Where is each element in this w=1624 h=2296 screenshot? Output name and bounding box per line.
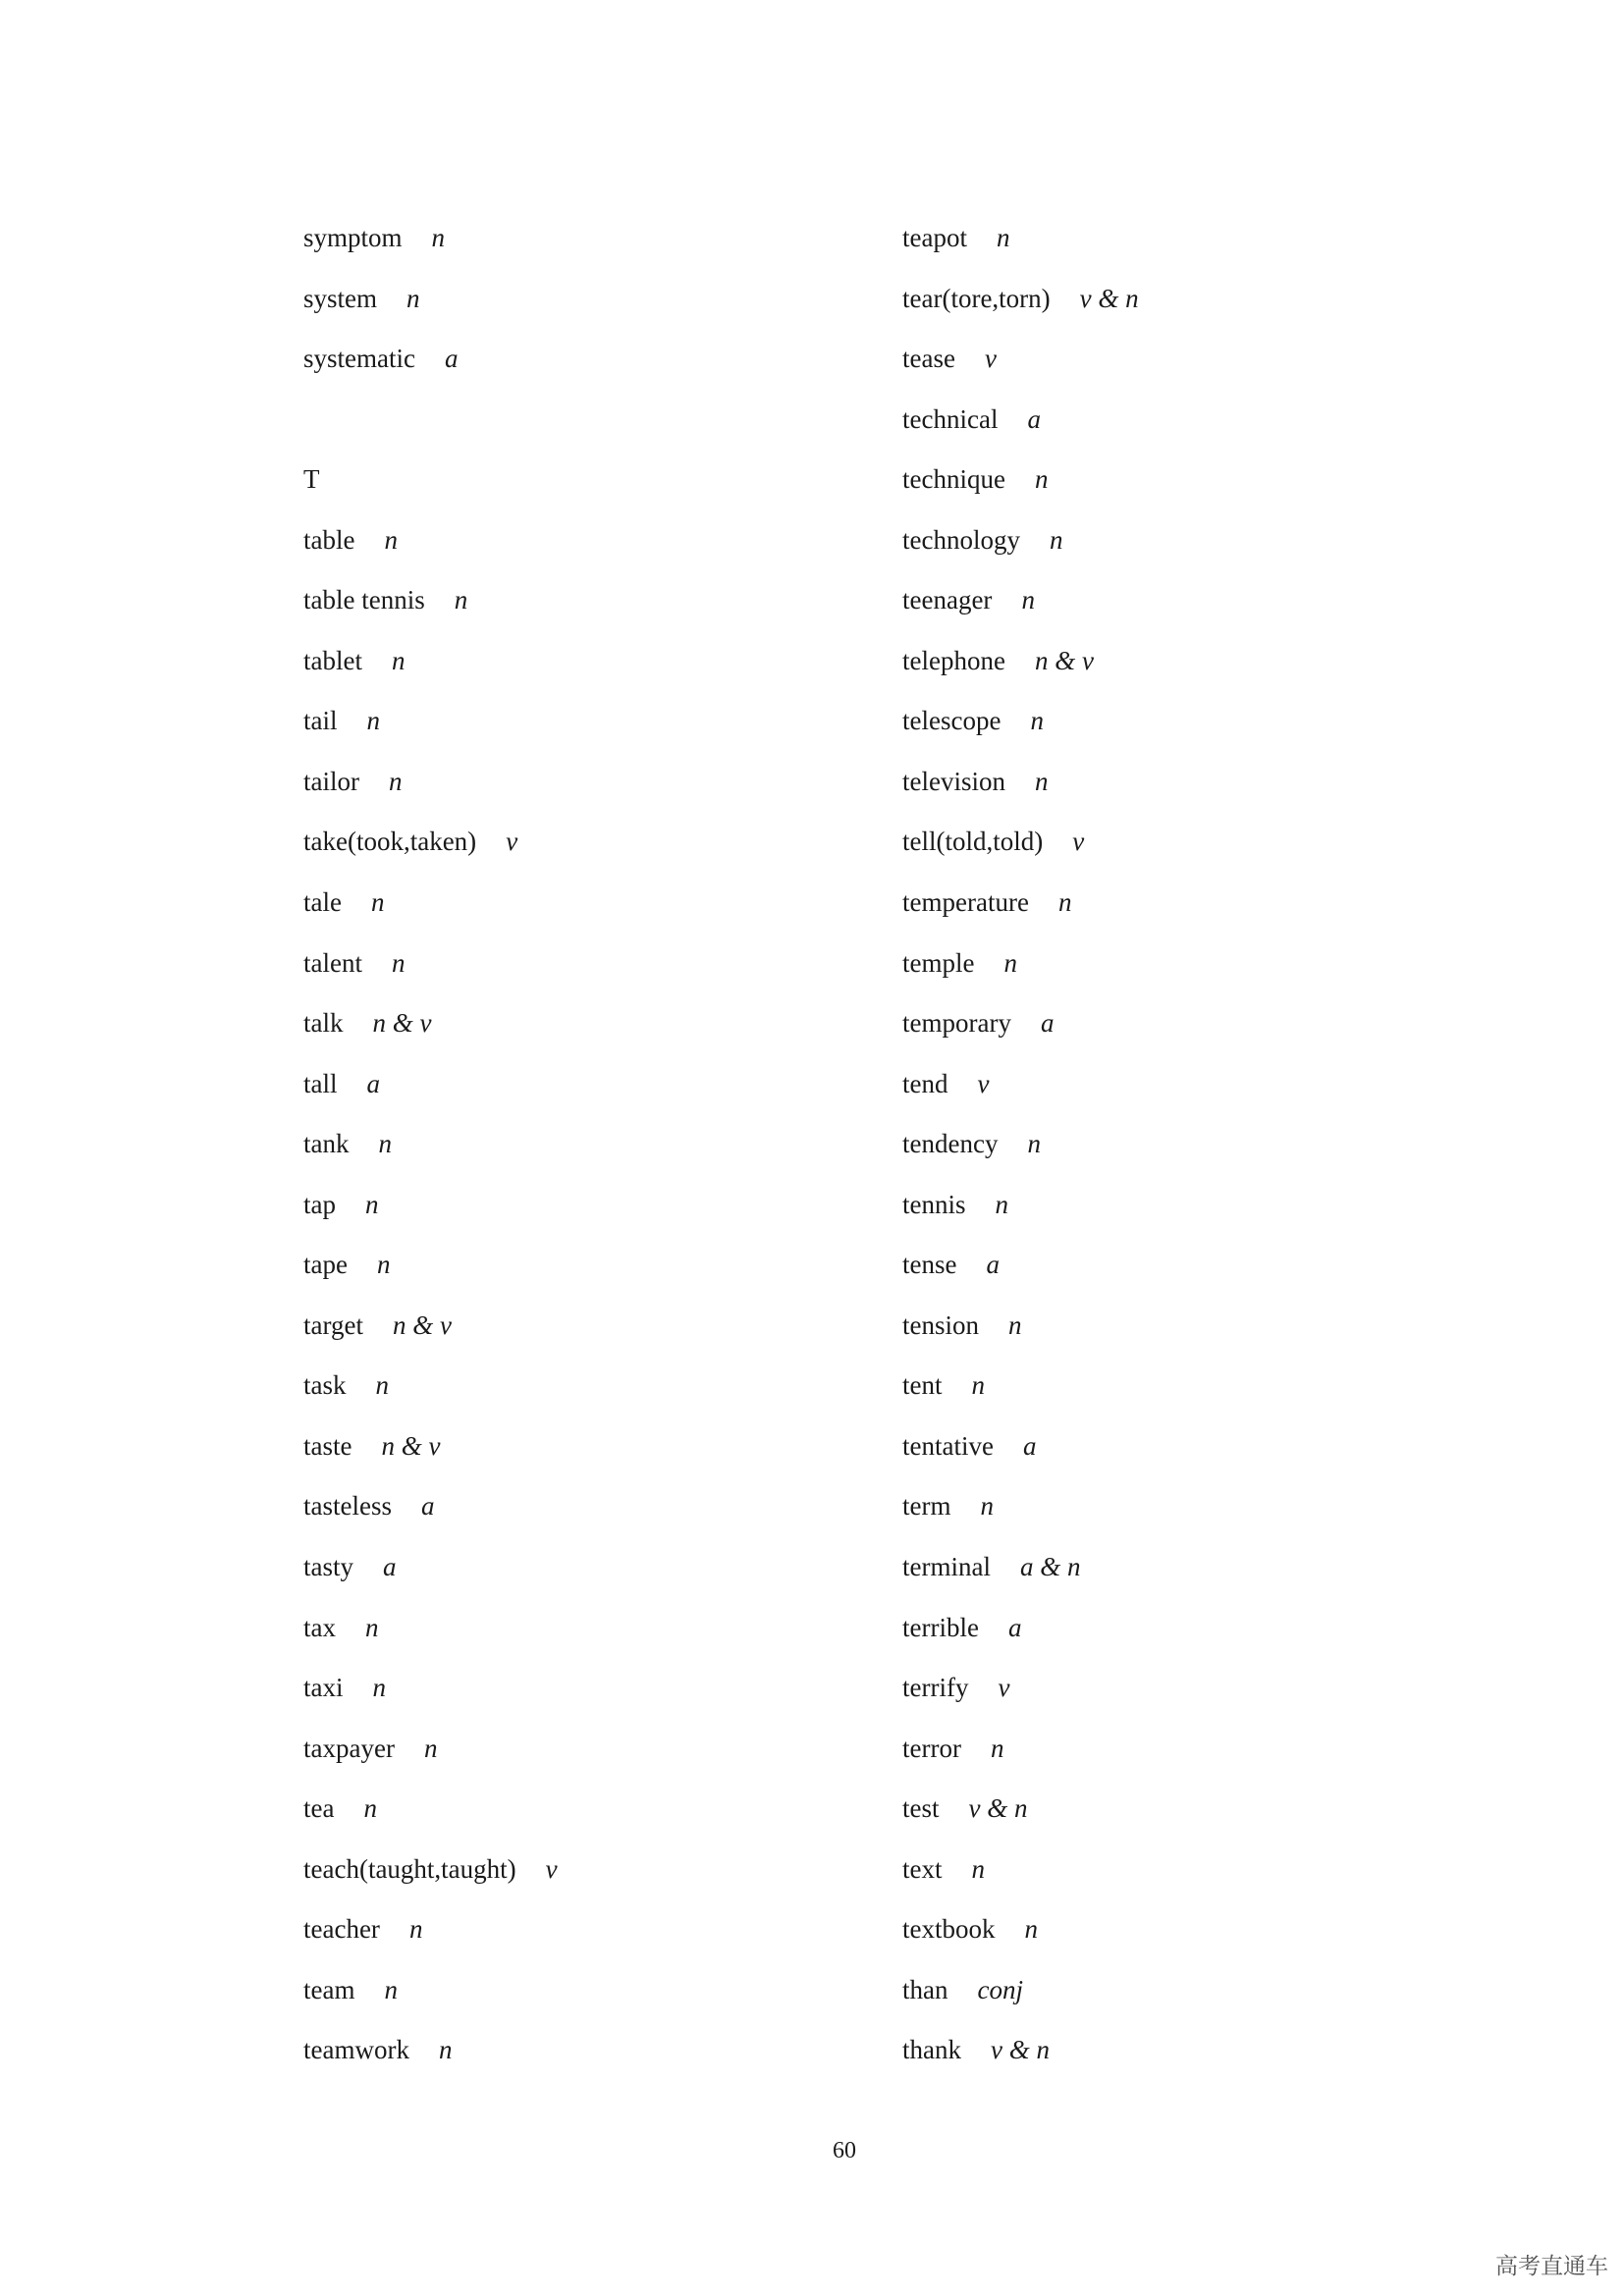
part-of-speech: n	[454, 585, 468, 615]
vocab-word: textbook	[902, 1914, 996, 1945]
part-of-speech: a	[1022, 1430, 1037, 1461]
vocab-entry	[303, 1849, 558, 1910]
vocab-entry	[303, 400, 558, 460]
vocab-word: tense	[902, 1250, 957, 1280]
vocab-word: team	[303, 1974, 355, 2004]
vocab-word: T	[303, 464, 320, 495]
vocab-entry	[902, 762, 1139, 823]
vocab-word: term	[902, 1491, 951, 1522]
part-of-speech: n	[370, 887, 385, 918]
vocab-entry	[303, 1486, 558, 1547]
vocab-entry	[303, 218, 558, 279]
vocab-word: tasteless	[303, 1491, 392, 1522]
vocab-entry	[902, 1668, 1139, 1729]
vocab-word: tail	[303, 706, 338, 736]
vocab-word: technical	[902, 403, 999, 434]
page-number: 60	[833, 2138, 856, 2163]
part-of-speech: v & n	[991, 2035, 1050, 2065]
vocab-word: tap	[303, 1189, 336, 1219]
vocab-entry	[902, 701, 1139, 762]
part-of-speech: n	[1024, 1914, 1038, 1945]
vocab-entry	[303, 339, 558, 400]
vocab-word: teamwork	[303, 2035, 409, 2065]
vocab-word: teacher	[303, 1914, 380, 1945]
vocab-entry	[303, 459, 558, 520]
right-column	[902, 218, 1139, 2091]
vocab-entry	[303, 580, 558, 641]
vocab-entry	[303, 1003, 558, 1064]
part-of-speech: v	[545, 1853, 558, 1884]
vocab-entry	[303, 1064, 558, 1125]
vocab-entry	[303, 1185, 558, 1246]
part-of-speech: a	[1040, 1008, 1055, 1039]
part-of-speech: n	[376, 1250, 391, 1280]
vocab-entry	[902, 882, 1139, 943]
part-of-speech: n	[1027, 1129, 1041, 1159]
part-of-speech: n	[378, 1129, 392, 1159]
vocab-word: tall	[303, 1068, 338, 1098]
vocab-entry	[902, 400, 1139, 460]
vocab-entry	[902, 1789, 1139, 1849]
part-of-speech: n	[431, 223, 446, 252]
vocab-entry	[902, 1486, 1139, 1547]
vocab-word: tease	[902, 344, 955, 374]
part-of-speech: a	[444, 344, 459, 374]
vocab-word: take(took,taken)	[303, 827, 477, 857]
vocab-word: tape	[303, 1250, 348, 1280]
part-of-speech: n	[388, 766, 403, 796]
part-of-speech: n	[363, 1793, 377, 1824]
vocab-word: tension	[902, 1309, 979, 1340]
part-of-speech: n	[1030, 706, 1044, 736]
vocab-entry	[902, 1003, 1139, 1064]
part-of-speech: n	[372, 1673, 386, 1703]
part-of-speech: n	[384, 1974, 398, 2004]
part-of-speech: n	[1008, 1309, 1022, 1340]
vocab-entry	[902, 459, 1139, 520]
vocab-word: table	[303, 524, 355, 555]
part-of-speech: a & n	[1019, 1552, 1081, 1582]
vocab-entry	[902, 1909, 1139, 1970]
vocab-entry	[902, 943, 1139, 1004]
vocab-entry	[902, 1729, 1139, 1789]
part-of-speech: v & n	[968, 1793, 1028, 1824]
part-of-speech: n	[384, 524, 398, 555]
vocab-entry	[303, 882, 558, 943]
vocab-word: terrify	[902, 1673, 969, 1703]
vocab-entry	[902, 1547, 1139, 1608]
vocab-entry	[902, 279, 1139, 340]
vocab-entry	[902, 218, 1139, 279]
part-of-speech: n	[438, 2035, 453, 2065]
part-of-speech: n	[1021, 585, 1035, 615]
part-of-speech: n	[996, 223, 1010, 252]
vocab-entry	[902, 822, 1139, 882]
part-of-speech: n	[375, 1370, 389, 1401]
vocab-entry	[303, 279, 558, 340]
part-of-speech: n	[366, 706, 380, 736]
part-of-speech: n	[1034, 464, 1049, 495]
vocab-entry	[303, 1729, 558, 1789]
part-of-speech: a	[1007, 1612, 1022, 1642]
part-of-speech: n	[408, 1914, 423, 1945]
part-of-speech: n	[971, 1853, 985, 1884]
part-of-speech: n	[391, 947, 406, 978]
vocab-word: telephone	[902, 645, 1005, 675]
vocab-entry	[902, 1124, 1139, 1185]
vocab-word: technology	[902, 524, 1020, 555]
part-of-speech: a	[986, 1250, 1000, 1280]
vocab-word: telescope	[902, 706, 1001, 736]
vocab-word: temporary	[902, 1008, 1011, 1039]
vocab-entry	[902, 1608, 1139, 1669]
vocab-word: taxpayer	[303, 1733, 395, 1763]
vocab-word: task	[303, 1370, 347, 1401]
vocab-entry	[303, 2030, 558, 2091]
part-of-speech: v	[506, 827, 518, 857]
part-of-speech: a	[420, 1491, 435, 1522]
vocab-word: table tennis	[303, 585, 425, 615]
vocab-entry	[303, 1608, 558, 1669]
vocab-word: target	[303, 1309, 363, 1340]
vocab-entry	[303, 1970, 558, 2031]
vocab-word: temperature	[902, 887, 1029, 918]
vocab-entry	[303, 762, 558, 823]
vocab-entry	[303, 1426, 558, 1487]
part-of-speech: n & v	[392, 1309, 452, 1340]
vocab-entry	[902, 2030, 1139, 2091]
part-of-speech: n & v	[1034, 645, 1094, 675]
vocab-word: temple	[902, 947, 975, 978]
vocab-entry	[303, 1306, 558, 1366]
vocab-word: talent	[303, 947, 362, 978]
part-of-speech: a	[383, 1552, 397, 1582]
vocab-entry	[303, 943, 558, 1004]
vocab-word: tendency	[902, 1129, 999, 1159]
vocab-word: system	[303, 283, 378, 313]
part-of-speech: v & n	[1079, 283, 1139, 313]
vocab-word: terror	[902, 1733, 961, 1763]
vocab-entry	[303, 822, 558, 882]
vocab-word: teenager	[902, 585, 993, 615]
vocab-word: technique	[902, 464, 1005, 495]
vocab-entry	[303, 1245, 558, 1306]
vocab-word: terrible	[902, 1612, 979, 1642]
vocab-word: thank	[902, 2035, 961, 2065]
vocab-entry	[303, 1365, 558, 1426]
vocab-word: tennis	[902, 1189, 966, 1219]
part-of-speech: a	[1027, 403, 1041, 434]
vocab-entry	[902, 520, 1139, 581]
vocab-entry	[902, 1245, 1139, 1306]
vocab-word: tasty	[303, 1552, 353, 1582]
vocab-entry	[902, 580, 1139, 641]
vocab-entry	[303, 1909, 558, 1970]
vocab-word: talk	[303, 1008, 344, 1039]
vocab-word: terminal	[902, 1552, 991, 1582]
vocab-entry	[303, 1547, 558, 1608]
part-of-speech: n	[995, 1189, 1008, 1219]
vocab-entry	[902, 1306, 1139, 1366]
vocab-word: television	[902, 766, 1005, 796]
vocab-word: tell(told,told)	[902, 827, 1044, 857]
vocab-entry	[902, 1426, 1139, 1487]
vocab-word: tale	[303, 887, 342, 918]
vocab-entry	[902, 1970, 1139, 2031]
vocab-word: taxi	[303, 1673, 344, 1703]
vocab-word: tax	[303, 1612, 336, 1642]
vocab-entry	[902, 641, 1139, 702]
part-of-speech: n	[1034, 766, 1049, 796]
part-of-speech: a	[366, 1068, 380, 1098]
vocab-word: teapot	[902, 223, 967, 252]
vocab-word: tablet	[303, 645, 362, 675]
vocab-word: taste	[303, 1430, 352, 1461]
part-of-speech: n	[980, 1491, 994, 1522]
vocab-entry	[902, 1365, 1139, 1426]
vocab-word: text	[902, 1853, 943, 1884]
part-of-speech: v	[998, 1673, 1010, 1703]
vocab-word: tea	[303, 1793, 335, 1824]
watermark-text: 高考直通车	[1495, 2254, 1608, 2279]
part-of-speech: n	[1057, 887, 1072, 918]
vocab-word: tailor	[303, 766, 359, 796]
vocab-word: test	[902, 1793, 940, 1824]
vocab-word: than	[902, 1974, 948, 2004]
left-column	[303, 218, 558, 2091]
part-of-speech: conj	[977, 1974, 1023, 2004]
part-of-speech: n	[971, 1370, 985, 1401]
part-of-speech: v	[977, 1068, 990, 1098]
part-of-speech: n	[406, 283, 420, 313]
vocab-word: tend	[902, 1068, 948, 1098]
vocab-entry	[303, 520, 558, 581]
part-of-speech: n	[1049, 524, 1063, 555]
vocab-word: tank	[303, 1129, 350, 1159]
part-of-speech: n & v	[372, 1008, 432, 1039]
vocab-entry	[303, 1124, 558, 1185]
part-of-speech: n	[391, 645, 406, 675]
part-of-speech: n	[423, 1733, 438, 1763]
vocab-word: tentative	[902, 1430, 994, 1461]
vocab-entry	[303, 641, 558, 702]
part-of-speech: v	[1072, 827, 1085, 857]
vocab-word: tent	[902, 1370, 943, 1401]
vocab-entry	[303, 1668, 558, 1729]
part-of-speech: n & v	[381, 1430, 441, 1461]
vocab-word: symptom	[303, 223, 403, 252]
vocab-entry	[902, 339, 1139, 400]
vocab-word: teach(taught,taught)	[303, 1853, 516, 1884]
vocab-entry	[902, 1064, 1139, 1125]
vocab-word: systematic	[303, 344, 415, 374]
part-of-speech: n	[990, 1733, 1004, 1763]
vocab-word: tear(tore,torn)	[902, 283, 1051, 313]
vocab-entry	[902, 1185, 1139, 1246]
part-of-speech: v	[984, 344, 997, 374]
vocab-entry	[902, 1849, 1139, 1910]
part-of-speech: n	[1003, 947, 1017, 978]
vocab-entry	[303, 1789, 558, 1849]
vocab-entry	[303, 701, 558, 762]
part-of-speech: n	[365, 1189, 379, 1219]
part-of-speech: n	[365, 1612, 379, 1642]
